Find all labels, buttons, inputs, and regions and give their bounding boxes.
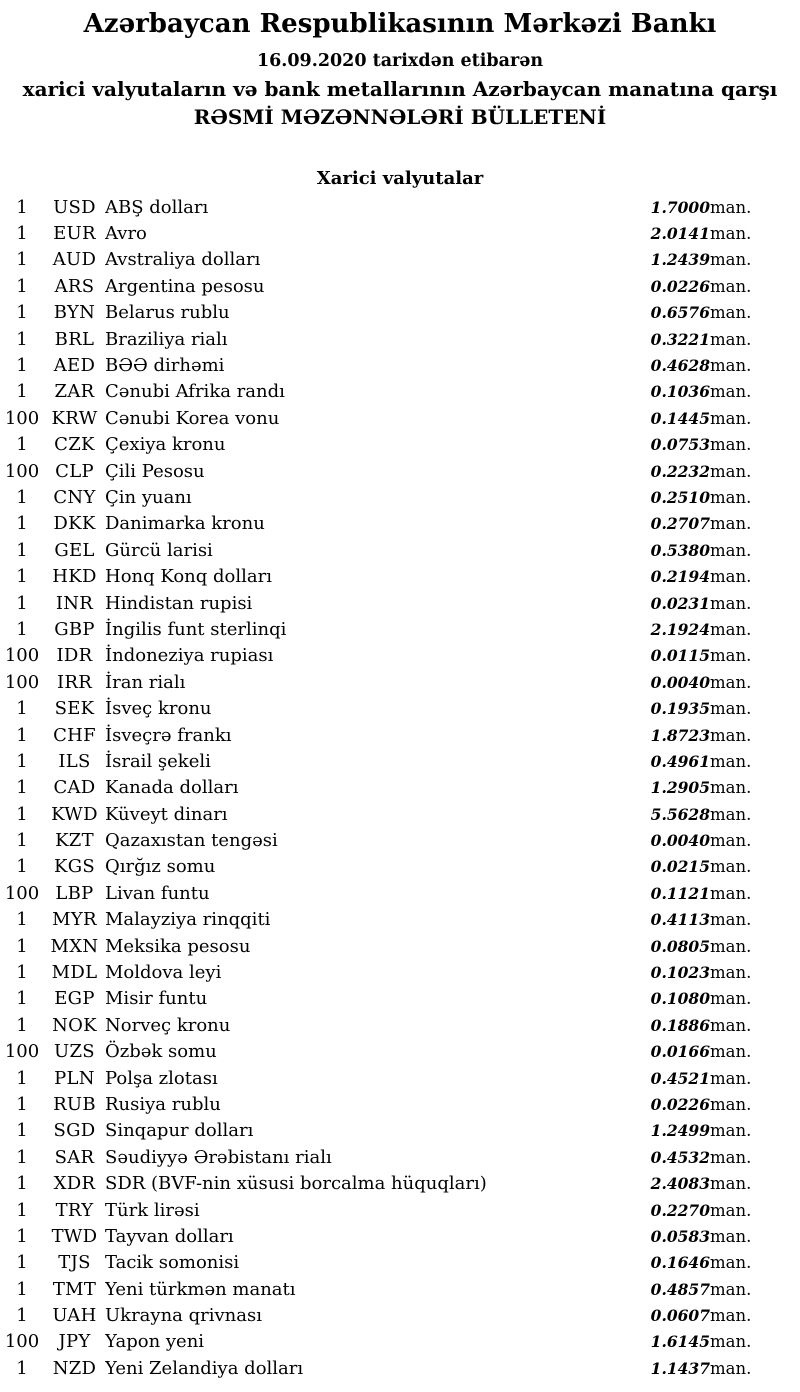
- unit-label-cell: man.: [710, 751, 752, 771]
- currency-code-cell: UAH: [52, 1305, 97, 1327]
- quantity-cell: 1: [16, 1357, 28, 1379]
- rate-value-cell: 0.0753: [650, 435, 710, 455]
- currency-name-cell: Yeni Zelandiya dolları: [105, 1357, 304, 1379]
- table-row: [0, 643, 800, 669]
- currency-name-cell: İran rialı: [105, 671, 186, 693]
- currency-name-cell: Avro: [105, 223, 147, 245]
- unit-label-cell: man.: [710, 1332, 752, 1352]
- unit-label-cell: man.: [710, 646, 752, 666]
- currency-code-cell: GBP: [54, 618, 95, 640]
- quantity-cell: 1: [16, 1199, 28, 1221]
- rate-value-cell: 0.0226: [650, 1094, 710, 1114]
- currency-name-cell: İsveçrə frankı: [105, 724, 232, 746]
- currency-code-cell: PLN: [54, 1067, 95, 1089]
- unit-label-cell: man.: [710, 408, 752, 428]
- currency-code-cell: KZT: [55, 830, 94, 852]
- currency-name-cell: Yeni türkmən manatı: [105, 1278, 296, 1300]
- rate-value-cell: 0.4521: [650, 1068, 710, 1088]
- currency-code-cell: EUR: [53, 223, 96, 245]
- quantity-cell: 1: [16, 1146, 28, 1168]
- currency-name-cell: Gürcü larisi: [105, 539, 213, 561]
- quantity-cell: 1: [16, 750, 28, 772]
- quantity-cell: 1: [16, 566, 28, 588]
- currency-code-cell: ZAR: [54, 381, 95, 403]
- currency-name-cell: Argentina pesosu: [105, 275, 265, 297]
- currency-code-cell: TJS: [58, 1252, 91, 1274]
- currency-code-cell: MXN: [50, 935, 99, 957]
- table-row: [0, 563, 800, 589]
- table-row: [0, 775, 800, 801]
- currency-name-cell: İngilis funt sterlinqi: [105, 618, 287, 640]
- rate-value-cell: 0.0226: [650, 276, 710, 296]
- unit-label-cell: man.: [710, 329, 752, 349]
- table-row: [0, 1012, 800, 1038]
- quantity-cell: 1: [16, 275, 28, 297]
- quantity-cell: 100: [4, 671, 40, 693]
- quantity-cell: 1: [16, 935, 28, 957]
- table-row: [0, 247, 800, 273]
- unit-label-cell: man.: [710, 857, 752, 877]
- rate-value-cell: 0.0040: [650, 831, 710, 851]
- rate-value-cell: 0.2270: [650, 1200, 710, 1220]
- currency-name-cell: İsrail şekeli: [105, 750, 211, 772]
- table-row: [0, 379, 800, 405]
- rate-value-cell: 0.2707: [650, 514, 710, 534]
- table-row: [0, 1223, 800, 1249]
- unit-label-cell: man.: [710, 356, 752, 376]
- currency-code-cell: CZK: [54, 434, 95, 456]
- rate-value-cell: 1.2905: [650, 778, 710, 798]
- table-row: [0, 907, 800, 933]
- quantity-cell: 1: [16, 355, 28, 377]
- rate-value-cell: 0.1935: [650, 699, 710, 719]
- unit-label-cell: man.: [710, 963, 752, 983]
- currency-code-cell: HKD: [52, 566, 97, 588]
- currency-name-cell: Sinqapur dolları: [105, 1120, 254, 1142]
- currency-code-cell: CLP: [55, 460, 94, 482]
- table-row: [0, 722, 800, 748]
- rate-value-cell: 0.1023: [650, 963, 710, 983]
- table-row: [0, 880, 800, 906]
- unit-label-cell: man.: [710, 487, 752, 507]
- table-row: [0, 326, 800, 352]
- rate-value-cell: 0.0805: [650, 936, 710, 956]
- currency-code-cell: DKK: [53, 513, 96, 535]
- unit-label-cell: man.: [710, 1015, 752, 1035]
- rate-value-cell: 0.0040: [650, 672, 710, 692]
- unit-label-cell: man.: [710, 1200, 752, 1220]
- currency-name-cell: ABŞ dolları: [105, 196, 209, 218]
- table-row: [0, 854, 800, 880]
- currency-code-cell: IDR: [56, 645, 93, 667]
- rate-value-cell: 0.4961: [650, 751, 710, 771]
- quantity-cell: 1: [16, 803, 28, 825]
- table-row: [0, 405, 800, 431]
- currency-name-cell: Tacik somonisi: [105, 1252, 240, 1274]
- bulletin-page: [0, 8, 800, 1392]
- rate-value-cell: 2.1924: [650, 619, 710, 639]
- currency-code-cell: TRY: [55, 1199, 94, 1221]
- currency-code-cell: KWD: [51, 803, 98, 825]
- currency-code-cell: BRL: [54, 328, 95, 350]
- currency-code-cell: AED: [53, 355, 96, 377]
- currency-code-cell: TWD: [51, 1225, 98, 1247]
- currency-name-cell: Rusiya rublu: [105, 1093, 221, 1115]
- quantity-cell: 1: [16, 1120, 28, 1142]
- quantity-cell: 1: [16, 434, 28, 456]
- quantity-cell: 1: [16, 1093, 28, 1115]
- quantity-cell: 1: [16, 302, 28, 324]
- quantity-cell: 100: [4, 1041, 40, 1063]
- rate-value-cell: 0.4628: [650, 356, 710, 376]
- currency-name-cell: Səudiyyə Ərəbistanı rialı: [105, 1146, 332, 1168]
- unit-label-cell: man.: [710, 1147, 752, 1167]
- currency-name-cell: Ukrayna qrivnası: [105, 1305, 262, 1327]
- unit-label-cell: man.: [710, 883, 752, 903]
- currency-name-cell: Moldova leyi: [105, 962, 222, 984]
- currency-code-cell: MDL: [51, 962, 98, 984]
- unit-label-cell: man.: [710, 804, 752, 824]
- currency-name-cell: Norveç kronu: [105, 1014, 231, 1036]
- exchange-rates-table: [0, 194, 800, 1382]
- quantity-cell: 100: [4, 407, 40, 429]
- currency-code-cell: SGD: [53, 1120, 96, 1142]
- currency-code-cell: ARS: [54, 275, 95, 297]
- table-row: [0, 1197, 800, 1223]
- table-row: [0, 616, 800, 642]
- quantity-cell: 1: [16, 724, 28, 746]
- currency-code-cell: RUB: [53, 1093, 96, 1115]
- table-row: [0, 1144, 800, 1170]
- currency-name-cell: Polşa zlotası: [105, 1067, 218, 1089]
- quantity-cell: 1: [16, 381, 28, 403]
- rate-value-cell: 0.5380: [650, 540, 710, 560]
- table-row: [0, 590, 800, 616]
- rate-value-cell: 0.1646: [650, 1253, 710, 1273]
- unit-label-cell: man.: [710, 1226, 752, 1246]
- unit-label-cell: man.: [710, 435, 752, 455]
- currency-name-cell: Avstraliya dolları: [105, 249, 261, 271]
- rate-value-cell: 0.0115: [650, 646, 710, 666]
- currency-name-cell: Özbək somu: [105, 1041, 217, 1063]
- quantity-cell: 1: [16, 1252, 28, 1274]
- unit-label-cell: man.: [710, 725, 752, 745]
- quantity-cell: 1: [16, 486, 28, 508]
- currency-code-cell: SAR: [54, 1146, 95, 1168]
- table-row: [0, 458, 800, 484]
- rate-value-cell: 0.1886: [650, 1015, 710, 1035]
- table-row: [0, 484, 800, 510]
- quantity-cell: 1: [16, 988, 28, 1010]
- currency-code-cell: CNY: [53, 486, 96, 508]
- unit-label-cell: man.: [710, 540, 752, 560]
- rate-value-cell: 0.4857: [650, 1279, 710, 1299]
- quantity-cell: 1: [16, 539, 28, 561]
- quantity-cell: 1: [16, 328, 28, 350]
- rates-table-body: [0, 194, 800, 1382]
- currency-name-cell: Misir funtu: [105, 988, 208, 1010]
- currency-code-cell: BYN: [53, 302, 96, 324]
- table-row: [0, 1276, 800, 1302]
- rate-value-cell: 0.2510: [650, 487, 710, 507]
- rate-value-cell: 0.0231: [650, 593, 710, 613]
- currency-name-cell: Braziliya rialı: [105, 328, 228, 350]
- currency-code-cell: MYR: [52, 909, 97, 931]
- currency-name-cell: SDR (BVF-nin xüsusi borcalma hüquqları): [105, 1173, 487, 1195]
- quantity-cell: 100: [4, 645, 40, 667]
- table-row: [0, 1039, 800, 1065]
- unit-label-cell: man.: [710, 1068, 752, 1088]
- table-row: [0, 273, 800, 299]
- quantity-cell: 1: [16, 856, 28, 878]
- currency-name-cell: Çin yuanı: [105, 486, 192, 508]
- currency-code-cell: TMT: [52, 1278, 97, 1300]
- rate-value-cell: 0.0607: [650, 1306, 710, 1326]
- currency-name-cell: BƏƏ dirhəmi: [105, 355, 225, 377]
- unit-label-cell: man.: [710, 1042, 752, 1062]
- table-row: [0, 1118, 800, 1144]
- rate-value-cell: 0.4113: [650, 910, 710, 930]
- rate-value-cell: 0.6576: [650, 303, 710, 323]
- currency-code-cell: KRW: [51, 407, 98, 429]
- unit-label-cell: man.: [710, 382, 752, 402]
- table-row: [0, 352, 800, 378]
- unit-label-cell: man.: [710, 224, 752, 244]
- currency-code-cell: SEK: [54, 698, 95, 720]
- quantity-cell: 1: [16, 1225, 28, 1247]
- currency-name-cell: Belarus rublu: [105, 302, 230, 324]
- currency-code-cell: IRR: [56, 671, 93, 693]
- quantity-cell: 1: [16, 592, 28, 614]
- unit-label-cell: man.: [710, 197, 752, 217]
- rate-value-cell: 2.4083: [650, 1174, 710, 1194]
- unit-label-cell: man.: [710, 514, 752, 534]
- table-row: [0, 959, 800, 985]
- rate-value-cell: 0.0215: [650, 857, 710, 877]
- quantity-cell: 1: [16, 1173, 28, 1195]
- unit-label-cell: man.: [710, 672, 752, 692]
- unit-label-cell: man.: [710, 276, 752, 296]
- unit-label-cell: man.: [710, 567, 752, 587]
- currency-code-cell: AUD: [52, 249, 97, 271]
- quantity-cell: 1: [16, 962, 28, 984]
- table-row: [0, 300, 800, 326]
- currency-name-cell: Honq Konq dolları: [105, 566, 272, 588]
- table-row: [0, 432, 800, 458]
- currency-code-cell: KGS: [53, 856, 96, 878]
- unit-label-cell: man.: [710, 778, 752, 798]
- table-row: [0, 695, 800, 721]
- quantity-cell: 1: [16, 513, 28, 535]
- quantity-cell: 1: [16, 196, 28, 218]
- rate-value-cell: 1.1437: [650, 1358, 710, 1378]
- currency-name-cell: Hindistan rupisi: [105, 592, 253, 614]
- rate-value-cell: 0.3221: [650, 329, 710, 349]
- currency-code-cell: LBP: [55, 882, 94, 904]
- currency-name-cell: Meksika pesosu: [105, 935, 251, 957]
- table-row: [0, 801, 800, 827]
- unit-label-cell: man.: [710, 461, 752, 481]
- currency-code-cell: CHF: [53, 724, 96, 746]
- unit-label-cell: man.: [710, 1306, 752, 1326]
- currency-code-cell: GEL: [54, 539, 95, 561]
- rate-value-cell: 0.1445: [650, 408, 710, 428]
- table-row: [0, 1065, 800, 1091]
- currency-name-cell: Malayziya rinqqiti: [105, 909, 271, 931]
- table-row: [0, 1355, 800, 1381]
- currency-name-cell: Yapon yeni: [105, 1331, 205, 1353]
- quantity-cell: 1: [16, 1278, 28, 1300]
- quantity-cell: 100: [4, 882, 40, 904]
- quantity-cell: 1: [16, 830, 28, 852]
- currency-code-cell: EGP: [54, 988, 95, 1010]
- quantity-cell: 100: [4, 460, 40, 482]
- bank-title: Azərbaycan Respublikasının Mərkəzi Bankı: [83, 9, 717, 39]
- currency-name-cell: Cənubi Afrika randı: [105, 381, 285, 403]
- rate-value-cell: 0.1121: [650, 883, 710, 903]
- unit-label-cell: man.: [710, 1253, 752, 1273]
- unit-label-cell: man.: [710, 250, 752, 270]
- unit-label-cell: man.: [710, 1358, 752, 1378]
- rate-value-cell: 5.5628: [650, 804, 710, 824]
- currency-code-cell: UZS: [54, 1041, 95, 1063]
- table-row: [0, 537, 800, 563]
- quantity-cell: 1: [16, 777, 28, 799]
- rate-value-cell: 0.0166: [650, 1042, 710, 1062]
- currency-name-cell: Türk lirəsi: [105, 1199, 200, 1221]
- currency-name-cell: Danimarka kronu: [105, 513, 265, 535]
- currency-code-cell: USD: [53, 196, 96, 218]
- currency-name-cell: Çili Pesosu: [105, 460, 205, 482]
- rate-value-cell: 1.2439: [650, 250, 710, 270]
- rate-value-cell: 0.1080: [650, 989, 710, 1009]
- quantity-cell: 100: [4, 1331, 40, 1353]
- quantity-cell: 1: [16, 249, 28, 271]
- unit-label-cell: man.: [710, 1279, 752, 1299]
- table-row: [0, 1329, 800, 1355]
- currency-name-cell: Kanada dolları: [105, 777, 239, 799]
- unit-label-cell: man.: [710, 1121, 752, 1141]
- table-row: [0, 748, 800, 774]
- document-header: [0, 8, 800, 130]
- rate-value-cell: 1.2499: [650, 1121, 710, 1141]
- currency-code-cell: CAD: [53, 777, 96, 799]
- table-row: [0, 220, 800, 246]
- table-row: [0, 827, 800, 853]
- table-row: [0, 1170, 800, 1196]
- currency-code-cell: ILS: [58, 750, 91, 772]
- currency-code-cell: NZD: [52, 1357, 97, 1379]
- rate-value-cell: 1.8723: [650, 725, 710, 745]
- table-row: [0, 1302, 800, 1328]
- table-row: [0, 194, 800, 220]
- unit-label-cell: man.: [710, 619, 752, 639]
- rate-value-cell: 0.4532: [650, 1147, 710, 1167]
- quantity-cell: 1: [16, 909, 28, 931]
- unit-label-cell: man.: [710, 989, 752, 1009]
- currency-name-cell: Livan funtu: [105, 882, 210, 904]
- unit-label-cell: man.: [710, 831, 752, 851]
- unit-label-cell: man.: [710, 303, 752, 323]
- subtitle-line: xarici valyutaların və bank metallarının Azərbaycan manatına qarşı: [22, 77, 778, 101]
- unit-label-cell: man.: [710, 593, 752, 613]
- rate-value-cell: 0.2232: [650, 461, 710, 481]
- rate-value-cell: 0.1036: [650, 382, 710, 402]
- currency-name-cell: Qırğız somu: [105, 856, 216, 878]
- table-row: [0, 511, 800, 537]
- currency-name-cell: Qazaxıstan tengəsi: [105, 830, 278, 852]
- rate-value-cell: 0.0583: [650, 1226, 710, 1246]
- quantity-cell: 1: [16, 1067, 28, 1089]
- table-row: [0, 669, 800, 695]
- rate-value-cell: 2.0141: [650, 224, 710, 244]
- quantity-cell: 1: [16, 698, 28, 720]
- currency-name-cell: Küveyt dinarı: [105, 803, 228, 825]
- currency-name-cell: Cənubi Korea vonu: [105, 407, 280, 429]
- quantity-cell: 1: [16, 1305, 28, 1327]
- section-title-foreign-currencies: Xarici valyutalar: [316, 168, 484, 189]
- rate-value-cell: 1.6145: [650, 1332, 710, 1352]
- rate-value-cell: 0.2194: [650, 567, 710, 587]
- currency-name-cell: Çexiya kronu: [105, 434, 226, 456]
- table-row: [0, 986, 800, 1012]
- currency-code-cell: NOK: [52, 1014, 97, 1036]
- unit-label-cell: man.: [710, 936, 752, 956]
- quantity-cell: 1: [16, 1014, 28, 1036]
- quantity-cell: 1: [16, 618, 28, 640]
- table-row: [0, 1250, 800, 1276]
- unit-label-cell: man.: [710, 699, 752, 719]
- currency-name-cell: İsveç kronu: [105, 698, 212, 720]
- unit-label-cell: man.: [710, 1174, 752, 1194]
- table-row: [0, 1091, 800, 1117]
- bulletin-title: RƏSMİ MƏZƏNNƏLƏRİ BÜLLETENİ: [193, 105, 607, 129]
- currency-name-cell: Tayvan dolları: [105, 1225, 234, 1247]
- effective-date-line: 16.09.2020 tarixdən etibarən: [256, 51, 544, 71]
- unit-label-cell: man.: [710, 1094, 752, 1114]
- rate-value-cell: 1.7000: [650, 197, 710, 217]
- quantity-cell: 1: [16, 223, 28, 245]
- currency-name-cell: İndoneziya rupiası: [105, 645, 274, 667]
- currency-code-cell: XDR: [53, 1173, 96, 1195]
- table-row: [0, 933, 800, 959]
- currency-code-cell: INR: [55, 592, 94, 614]
- currency-code-cell: JPY: [58, 1331, 91, 1353]
- unit-label-cell: man.: [710, 910, 752, 930]
